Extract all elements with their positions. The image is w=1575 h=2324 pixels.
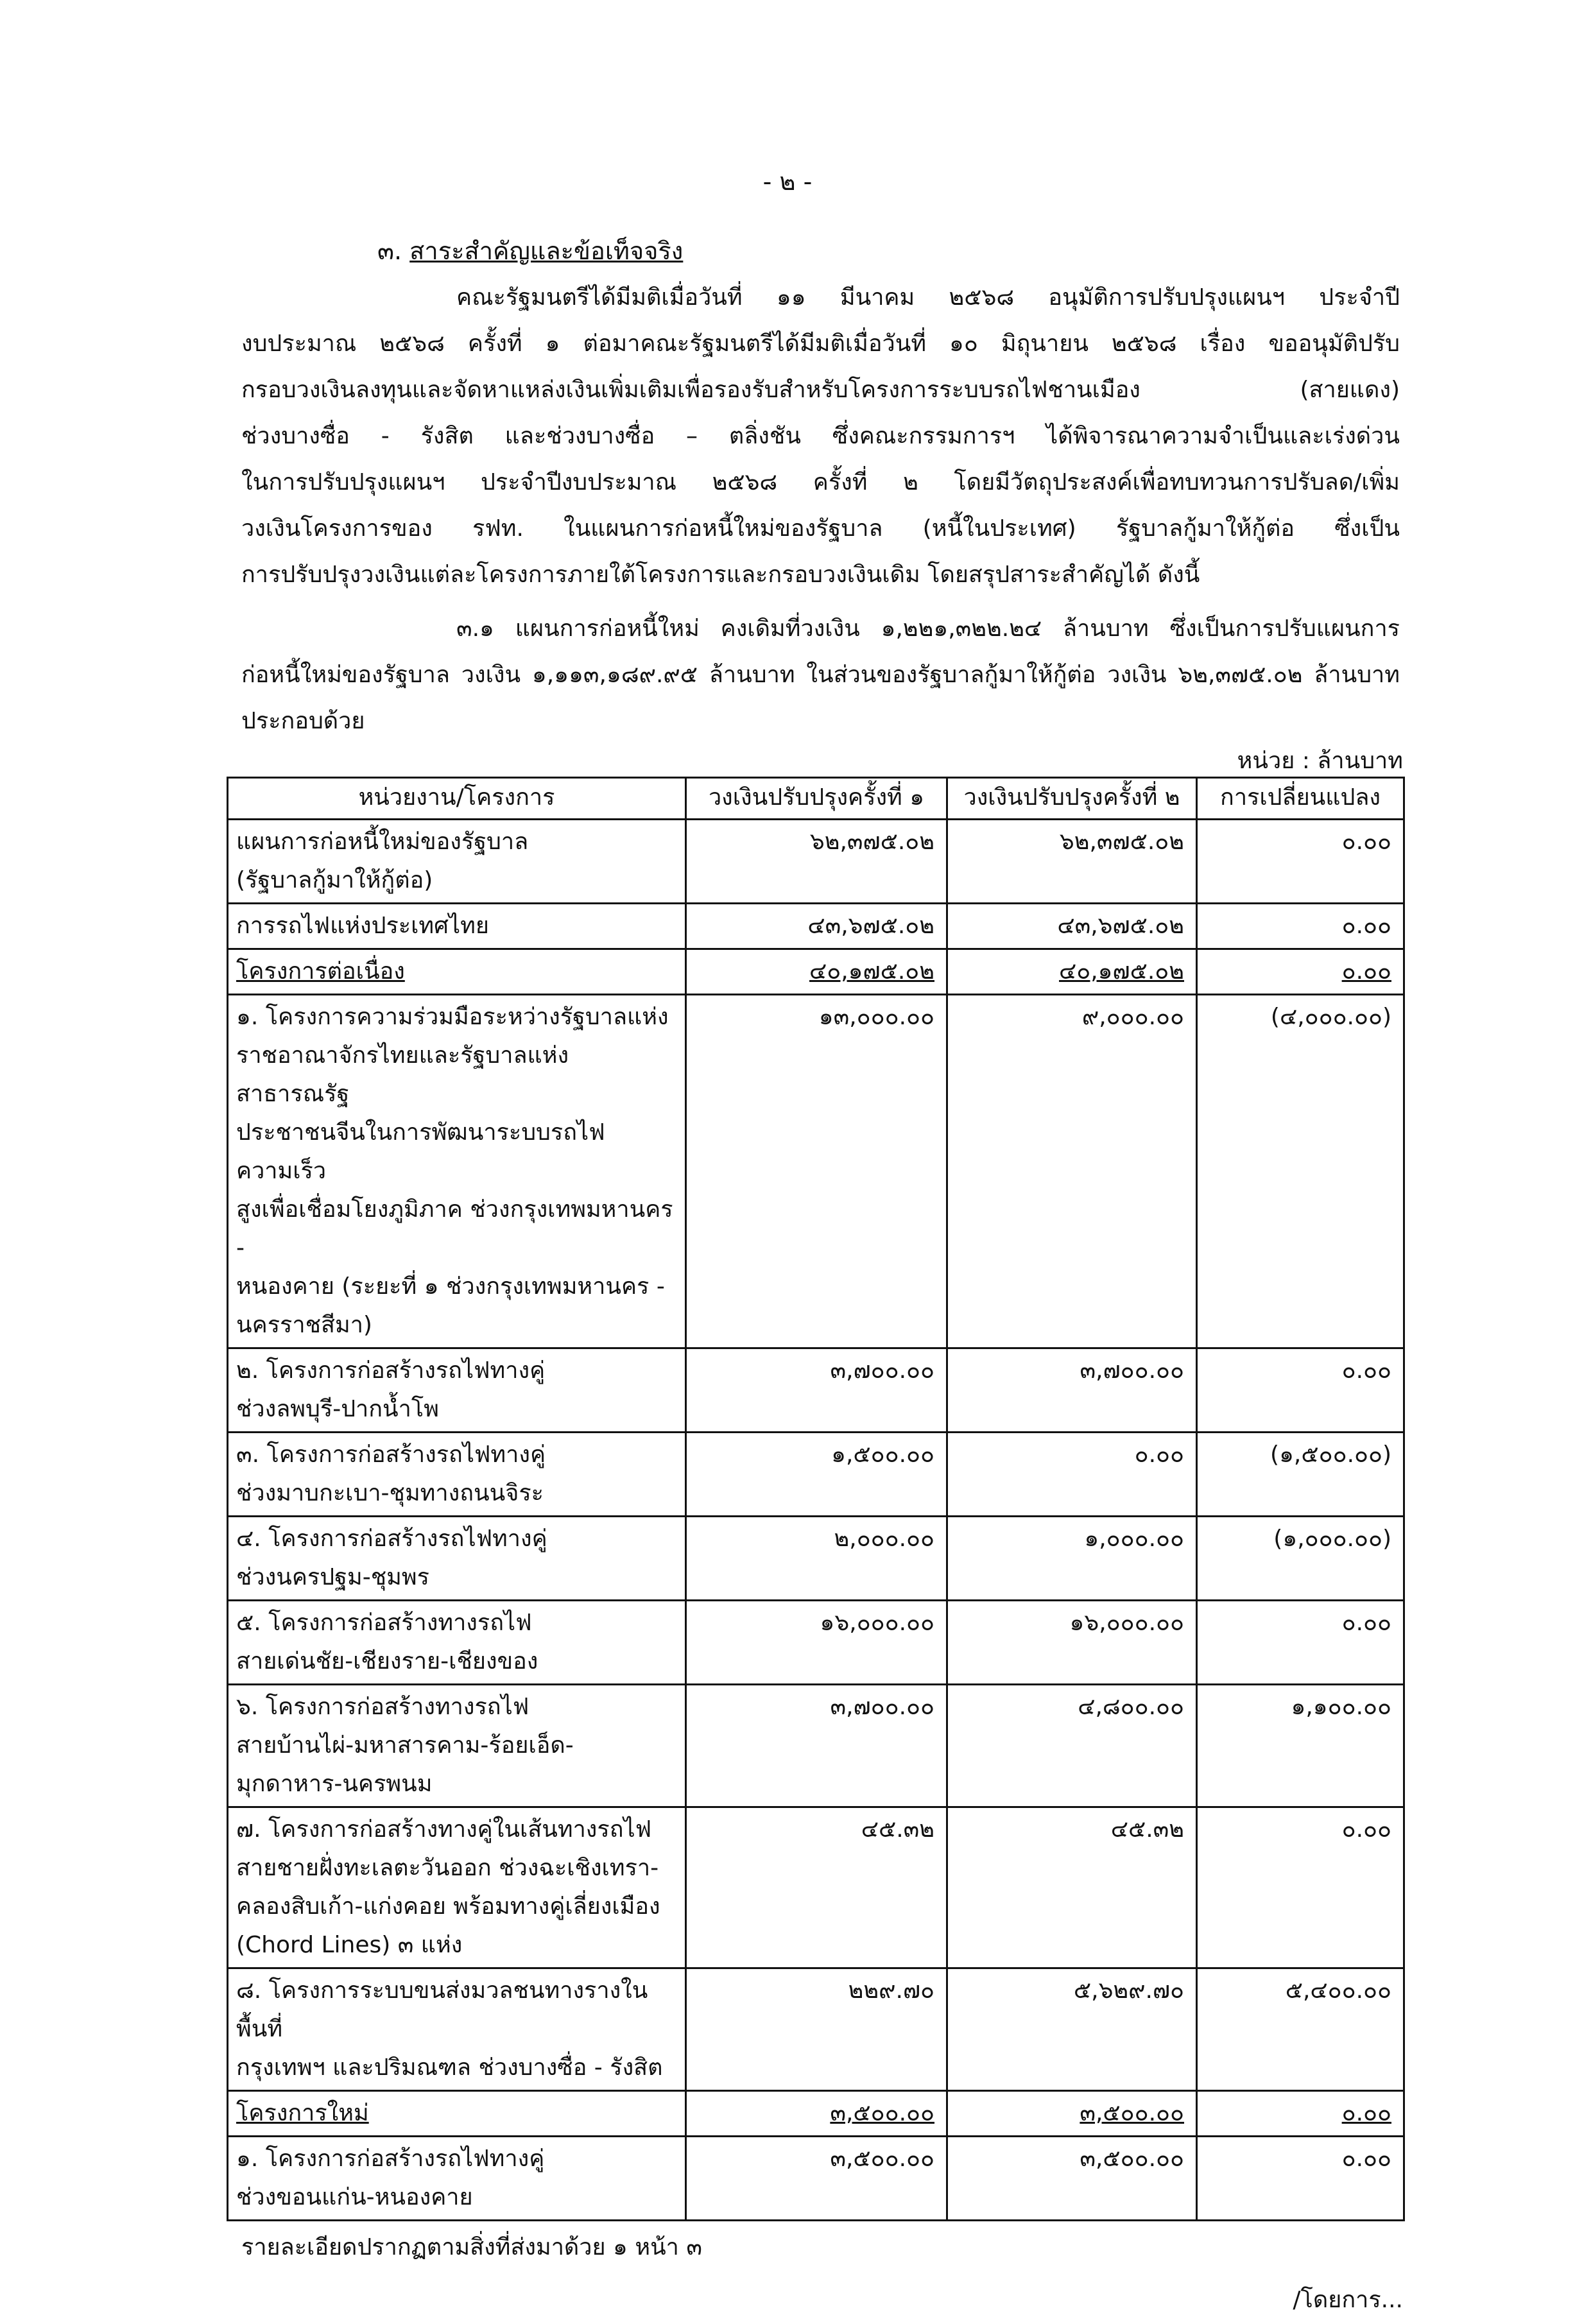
rev2-cell xyxy=(947,2137,1197,2221)
rev1-cell xyxy=(686,949,947,995)
table-row xyxy=(228,2137,1404,2221)
paragraph-line: งบประมาณ ๒๕๖๘ ครั้งที่ ๑ ต่อมาคณะรัฐมนตรีได้มีมติเมื่อวันที่ ๑๐ มิถุนายน ๒๕๖๘ เรื่อง ขออนุมัติปรับ xyxy=(241,331,1400,357)
change-cell xyxy=(1197,1433,1404,1517)
column-header: การเปลี่ยนแปลง xyxy=(1197,778,1404,820)
project-name-line: ๖. โครงการก่อสร้างทางรถไฟ xyxy=(236,1694,529,1720)
table-row xyxy=(228,949,1404,995)
rev1-cell xyxy=(686,995,947,1348)
rev1-value: ๒๒๙.๗๐ xyxy=(848,1977,934,2004)
paragraph-line: ช่วงบางซื่อ - รังสิต และช่วงบางซื่อ – ตลิ่งชัน ซึ่งคณะกรรมการฯ ได้พิจารณาความจำเป็นและเร่งด่วน xyxy=(241,423,1400,449)
rev2-value: ๓,๗๐๐.๐๐ xyxy=(1080,1357,1184,1384)
rev1-cell xyxy=(686,820,947,904)
project-cell xyxy=(228,820,686,904)
change-value: ๐.๐๐ xyxy=(1341,829,1391,855)
project-name-line: (Chord Lines) ๓ แห่ง xyxy=(236,1932,463,1958)
project-cell xyxy=(228,1433,686,1517)
rev2-value: ๔,๘๐๐.๐๐ xyxy=(1078,1694,1184,1720)
rev2-cell xyxy=(947,1807,1197,1968)
table-row xyxy=(228,904,1404,949)
project-name-line: คลองสิบเก้า-แก่งคอย พร้อมทางคู่เลี่ยงเมือง xyxy=(236,1893,660,1920)
rev1-cell xyxy=(686,1348,947,1433)
project-name-line: ช่วงขอนแก่น-หนองคาย xyxy=(236,2184,473,2210)
project-name-line: มุกดาหาร-นครพนม xyxy=(236,1771,433,1797)
rev2-value: ๑,๐๐๐.๐๐ xyxy=(1084,1526,1184,1552)
rev2-value: ๔๐,๑๗๕.๐๒ xyxy=(1059,958,1184,985)
project-name-line: ๓. โครงการก่อสร้างรถไฟทางคู่ xyxy=(236,1442,546,1468)
change-value: ๕,๔๐๐.๐๐ xyxy=(1285,1977,1391,2004)
rev2-cell xyxy=(947,949,1197,995)
project-cell xyxy=(228,1968,686,2091)
rev1-value: ๑๓,๐๐๐.๐๐ xyxy=(818,1004,934,1030)
column-header: วงเงินปรับปรุงครั้งที่ ๑ xyxy=(686,778,947,820)
change-value: ๐.๐๐ xyxy=(1341,1816,1391,1843)
rev1-value: ๓,๗๐๐.๐๐ xyxy=(830,1694,934,1720)
project-cell xyxy=(228,1348,686,1433)
change-value: ๐.๐๐ xyxy=(1341,1610,1391,1636)
rev2-value: ๑๖,๐๐๐.๐๐ xyxy=(1069,1610,1184,1636)
table-and-footer xyxy=(227,777,1407,2324)
table-row xyxy=(228,820,1404,904)
change-value: ๐.๐๐ xyxy=(1341,1357,1391,1384)
project-cell xyxy=(228,2137,686,2221)
project-name-line: สายบ้านไผ่-มหาสารคาม-ร้อยเอ็ด- xyxy=(236,1732,574,1759)
rev1-value: ๔๐,๑๗๕.๐๒ xyxy=(809,958,934,985)
rev2-value: ๔๓,๖๗๕.๐๒ xyxy=(1057,913,1184,939)
change-cell xyxy=(1197,1685,1404,1807)
rev2-cell xyxy=(947,1348,1197,1433)
rev1-cell xyxy=(686,1517,947,1601)
change-value: (๑,๐๐๐.๐๐) xyxy=(1273,1526,1391,1552)
project-name-line: กรุงเทพฯ และปริมณฑล ช่วงบางซื่อ - รังสิต xyxy=(236,2054,663,2081)
rev2-cell xyxy=(947,904,1197,949)
table-row xyxy=(228,1685,1404,1807)
project-name-line: ๗. โครงการก่อสร้างทางคู่ในเส้นทางรถไฟ xyxy=(236,1816,652,1843)
paragraph-3-1 xyxy=(241,606,1400,745)
rev1-value: ๑๖,๐๐๐.๐๐ xyxy=(820,1610,934,1636)
paragraph-line: ประกอบด้วย xyxy=(241,708,365,734)
change-cell xyxy=(1197,2091,1404,2137)
rev1-value: ๓,๗๐๐.๐๐ xyxy=(830,1357,934,1384)
change-value: ๑,๑๐๐.๐๐ xyxy=(1291,1694,1391,1720)
rev2-cell xyxy=(947,1433,1197,1517)
rev2-value: ๖๒,๓๗๕.๐๒ xyxy=(1059,829,1184,855)
change-value: (๔,๐๐๐.๐๐) xyxy=(1270,1004,1391,1030)
rev1-cell xyxy=(686,1968,947,2091)
change-cell xyxy=(1197,995,1404,1348)
table-row xyxy=(228,1517,1404,1601)
project-name-line: ประชาชนจีนในการพัฒนาระบบรถไฟความเร็ว xyxy=(236,1119,605,1184)
change-value: ๐.๐๐ xyxy=(1341,913,1391,939)
change-cell xyxy=(1197,1517,1404,1601)
project-name-line: ๒. โครงการก่อสร้างรถไฟทางคู่ xyxy=(236,1357,546,1384)
change-cell xyxy=(1197,1348,1404,1433)
project-name-line: ช่วงนครปฐม-ชุมพร xyxy=(236,1564,429,1590)
project-cell xyxy=(228,949,686,995)
rev1-value: ๔๕.๓๒ xyxy=(861,1816,934,1843)
paragraph-line: วงเงินโครงการของ รฟท. ในแผนการก่อหนี้ใหม่ของรัฐบาล (หนี้ในประเทศ) รัฐบาลกู้มาให้กู้ต่อ ซึ่งเป็น xyxy=(241,515,1400,542)
project-name-line: ๑. โครงการความร่วมมือระหว่างรัฐบาลแห่ง xyxy=(236,1004,669,1030)
table-row xyxy=(228,1807,1404,1968)
change-cell xyxy=(1197,1968,1404,2091)
section-heading xyxy=(377,234,683,268)
rev2-cell xyxy=(947,995,1197,1348)
project-name-line: ช่วงลพบุรี-ปากน้ำโพ xyxy=(236,1396,439,1422)
rev1-cell xyxy=(686,904,947,949)
project-cell xyxy=(228,1807,686,1968)
rev1-cell xyxy=(686,1601,947,1685)
rev2-cell xyxy=(947,1968,1197,2091)
continuation-text: /โดยการ... xyxy=(1293,2287,1403,2313)
unit-label: หน่วย : ล้านบาท xyxy=(1237,748,1403,774)
paragraph-line: ๓.๑ แผนการก่อหนี้ใหม่ คงเดิมที่วงเงิน ๑,๒๒๑,๓๒๒.๒๔ ล้านบาท ซึ่งเป็นการปรับแผนการ xyxy=(456,615,1400,642)
change-cell xyxy=(1197,1601,1404,1685)
rev2-cell xyxy=(947,820,1197,904)
project-cell xyxy=(228,2091,686,2137)
change-cell xyxy=(1197,820,1404,904)
rev2-cell xyxy=(947,1517,1197,1601)
page-number: - ๒ - xyxy=(762,168,813,196)
paragraph-line: ในการปรับปรุงแผนฯ ประจำปีงบประมาณ ๒๕๖๘ ครั้งที่ ๒ โดยมีวัตถุประสงค์เพื่อทบทวนการปรับลด/เพิ่ม xyxy=(241,469,1400,495)
rev1-value: ๓,๕๐๐.๐๐ xyxy=(830,2100,934,2126)
change-cell xyxy=(1197,949,1404,995)
table-row xyxy=(228,1601,1404,1685)
table-header-row xyxy=(228,778,1404,820)
project-name-line: สายเด่นชัย-เชียงราย-เชียงของ xyxy=(236,1648,538,1674)
project-name-line: ๕. โครงการก่อสร้างทางรถไฟ xyxy=(236,1610,532,1636)
project-name-line: ราชอาณาจักรไทยและรัฐบาลแห่งสาธารณรัฐ xyxy=(236,1042,569,1107)
rev2-value: ๓,๕๐๐.๐๐ xyxy=(1080,2100,1184,2126)
project-name-line: หนองคาย (ระยะที่ ๑ ช่วงกรุงเทพมหานคร - xyxy=(236,1273,665,1300)
project-cell xyxy=(228,1685,686,1807)
project-name-line: ๘. โครงการระบบขนส่งมวลชนทางรางในพื้นที่ xyxy=(236,1977,648,2042)
column-header: วงเงินปรับปรุงครั้งที่ ๒ xyxy=(947,778,1197,820)
table-row xyxy=(228,995,1404,1348)
rev2-value: ๓,๕๐๐.๐๐ xyxy=(1080,2146,1184,2172)
project-cell xyxy=(228,904,686,949)
rev2-value: ๕,๖๒๙.๗๐ xyxy=(1073,1977,1184,2004)
paragraph-line: กรอบวงเงินลงทุนและจัดหาแหล่งเงินเพิ่มเติมเพื่อรองรับสำหรับโครงการระบบรถไฟชานเมือง (สายแดง) xyxy=(241,377,1400,403)
project-name-line: (รัฐบาลกู้มาให้กู้ต่อ) xyxy=(236,867,433,893)
table-row xyxy=(228,1348,1404,1433)
change-cell xyxy=(1197,1807,1404,1968)
rev1-cell xyxy=(686,2091,947,2137)
table-row xyxy=(228,1433,1404,1517)
project-cell xyxy=(228,995,686,1348)
project-name-line: โครงการต่อเนื่อง xyxy=(236,958,405,985)
rev2-value: ๐.๐๐ xyxy=(1134,1442,1184,1468)
project-name-line: การรถไฟแห่งประเทศไทย xyxy=(236,913,489,939)
rev2-value: ๙,๐๐๐.๐๐ xyxy=(1081,1004,1184,1030)
detail-note: รายละเอียดปรากฏตามสิ่งที่ส่งมาด้วย ๑ หน้า ๓ xyxy=(241,2234,702,2260)
change-value: (๑,๕๐๐.๐๐) xyxy=(1270,1442,1391,1468)
table-row xyxy=(228,2091,1404,2137)
change-cell xyxy=(1197,904,1404,949)
rev2-cell xyxy=(947,1601,1197,1685)
column-header: หน่วยงาน/โครงการ xyxy=(228,778,686,820)
paragraph-line: การปรับปรุงวงเงินแต่ละโครงการภายใต้โครงการและกรอบวงเงินเดิม โดยสรุปสาระสำคัญได้ ดังนี้ xyxy=(241,562,1200,588)
table-row xyxy=(228,1968,1404,2091)
rev1-cell xyxy=(686,2137,947,2221)
project-name-line: ๑. โครงการก่อสร้างรถไฟทางคู่ xyxy=(236,2146,545,2172)
project-name-line: แผนการก่อหนี้ใหม่ของรัฐบาล xyxy=(236,829,529,855)
rev1-value: ๒,๐๐๐.๐๐ xyxy=(834,1526,934,1552)
rev1-value: ๔๓,๖๗๕.๐๒ xyxy=(807,913,934,939)
section-number: ๓. xyxy=(377,237,402,265)
change-value: ๐.๐๐ xyxy=(1341,2100,1391,2126)
project-name-line: ช่วงมาบกะเบา-ชุมทางถนนจิระ xyxy=(236,1480,544,1506)
project-name-line: สายชายฝั่งทะเลตะวันออก ช่วงฉะเชิงเทรา- xyxy=(236,1855,659,1881)
paragraph-intro xyxy=(241,275,1400,598)
rev1-value: ๑,๕๐๐.๐๐ xyxy=(831,1442,934,1468)
rev1-cell xyxy=(686,1807,947,1968)
section-title: สาระสำคัญและข้อเท็จจริง xyxy=(409,237,684,265)
project-cell xyxy=(228,1517,686,1601)
project-name-line: ๔. โครงการก่อสร้างรถไฟทางคู่ xyxy=(236,1526,547,1552)
rev2-value: ๔๕.๓๒ xyxy=(1110,1816,1184,1843)
project-name-line: โครงการใหม่ xyxy=(236,2100,369,2126)
project-cell xyxy=(228,1601,686,1685)
change-cell xyxy=(1197,2137,1404,2221)
paragraph-line: ก่อหนี้ใหม่ของรัฐบาล วงเงิน ๑,๑๑๓,๑๘๙.๙๕ ล้านบาท ในส่วนของรัฐบาลกู้มาให้กู้ต่อ วงเงิน ๖๒,๓๗๕.๐๒ ล้านบาท xyxy=(241,662,1400,688)
change-value: ๐.๐๐ xyxy=(1341,958,1391,985)
rev1-cell xyxy=(686,1433,947,1517)
paragraph-line: คณะรัฐมนตรีได้มีมติเมื่อวันที่ ๑๑ มีนาคม ๒๕๖๘ อนุมัติการปรับปรุงแผนฯ ประจำปี xyxy=(456,284,1400,311)
project-name-line: สูงเพื่อเชื่อมโยงภูมิภาค ช่วงกรุงเทพมหานคร - xyxy=(236,1196,673,1261)
budget-table xyxy=(227,777,1405,2221)
change-value: ๐.๐๐ xyxy=(1341,2146,1391,2172)
rev2-cell xyxy=(947,1685,1197,1807)
project-name-line: นครราชสีมา) xyxy=(236,1312,372,1338)
rev2-cell xyxy=(947,2091,1197,2137)
rev1-value: ๖๒,๓๗๕.๐๒ xyxy=(809,829,934,855)
rev1-value: ๓,๕๐๐.๐๐ xyxy=(830,2146,934,2172)
rev1-cell xyxy=(686,1685,947,1807)
